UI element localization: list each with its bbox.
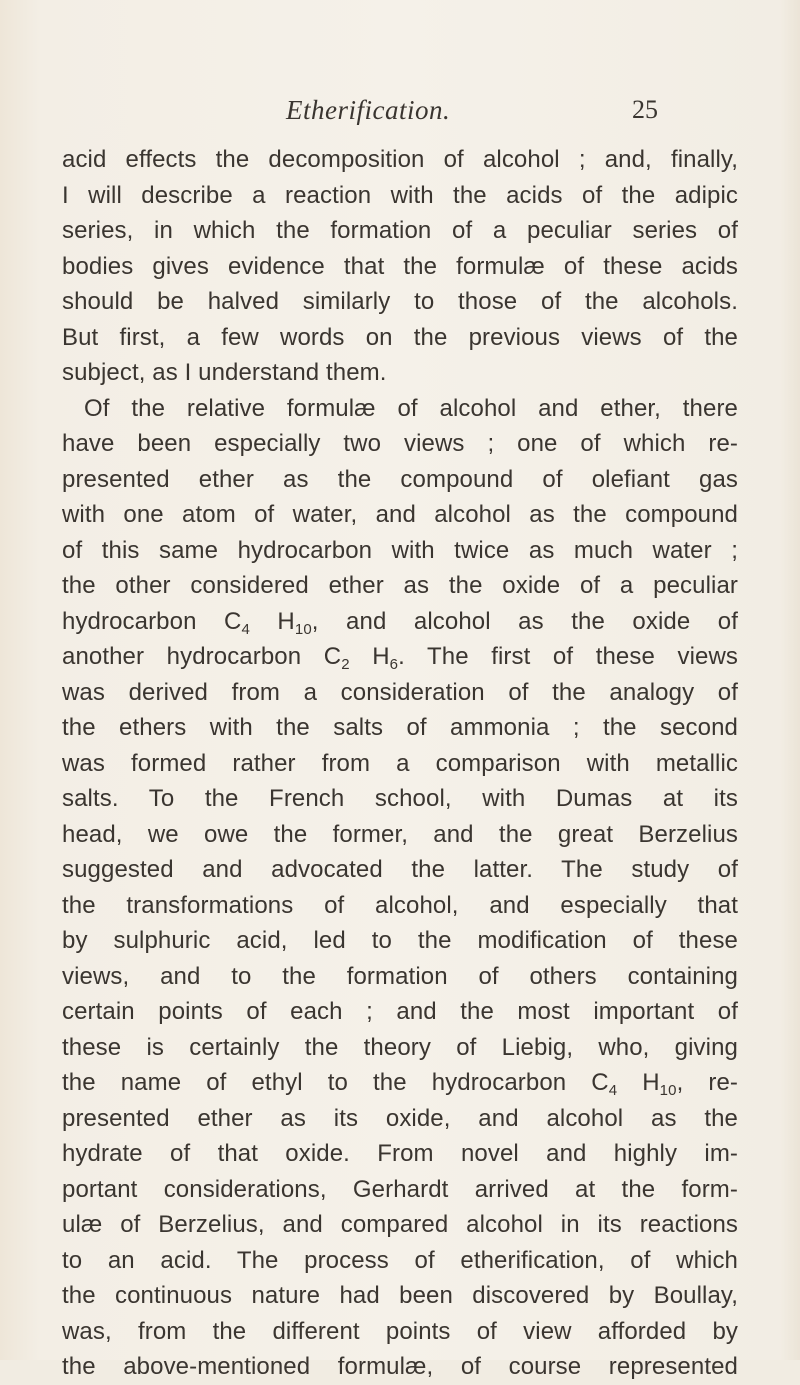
text-line: certain points of each ; and the most important of — [62, 998, 738, 1025]
text-run: H — [349, 643, 390, 670]
text-line: suggested and advocated the latter. The study of — [62, 856, 738, 883]
text-line: the continuous nature had been discovered by Boullay, — [62, 1282, 738, 1309]
subscript: 2 — [341, 656, 350, 673]
subscript: 4 — [608, 1082, 618, 1099]
text-line: presented ether as the compound of olefiant gas — [62, 465, 738, 493]
text-line: subject, as I understand them. — [62, 359, 387, 386]
running-title: Etherification. — [286, 95, 451, 125]
text-line — [62, 604, 738, 640]
text-line: head, we owe the former, and the great Berzelius — [62, 820, 738, 848]
subscript: 4 — [241, 620, 250, 638]
text-line: the transformations of alcohol, and especially that — [62, 891, 738, 919]
text-line: was, from the different points of view afforded by — [62, 1317, 738, 1345]
text-line: the other considered ether as the oxide of a peculiar — [62, 572, 738, 599]
text-line: But first, a few words on the previous views of the — [62, 323, 738, 351]
text-line: the above-mentioned formulæ, of course represented — [62, 1353, 738, 1380]
text-line: I will describe a reaction with the acids of the adipic — [62, 181, 738, 209]
text-run: another hydrocarbon C — [62, 643, 342, 670]
text-line: should be halved similarly to those of the alcohols. — [62, 288, 738, 315]
text-line — [62, 639, 738, 675]
text-run: the name of ethyl to the hydrocarbon C — [62, 1069, 609, 1096]
text-line: the ethers with the salts of ammonia ; the second — [62, 714, 738, 741]
text-line: acid effects the decomposition of alcohol ; and, finally, — [62, 146, 738, 173]
text-run: H — [617, 1069, 660, 1096]
text-line: hydrate of that oxide. From novel and highly im- — [62, 1140, 738, 1167]
subscript: 6 — [389, 656, 399, 673]
text-line — [62, 1065, 738, 1101]
text-run: hydrocarbon C — [62, 607, 242, 635]
text-line: ulæ of Berzelius, and compared alcohol in its reactions — [62, 1211, 738, 1238]
text-run: , and alcohol as the oxide of — [311, 607, 739, 635]
text-line: presented ether as its oxide, and alcohol as the — [62, 1104, 738, 1132]
text-line: these is certainly the theory of Liebig, who, giving — [62, 1033, 738, 1061]
subscript: 10 — [294, 620, 312, 638]
body-text — [62, 142, 738, 1385]
text-line: was formed rather from a comparison with metallic — [62, 749, 738, 777]
page-number: 25 — [632, 95, 658, 124]
text-run: . The first of these views — [398, 643, 738, 670]
text-line: portant considerations, Gerhardt arrived at the form- — [62, 1175, 738, 1203]
text-line: salts. To the French school, with Dumas at its — [62, 785, 738, 812]
text-line: by sulphuric acid, led to the modification of these — [62, 927, 738, 954]
text-line: was derived from a consideration of the analogy of — [62, 678, 738, 706]
text-line: series, in which the formation of a peculiar series of — [62, 217, 738, 244]
subscript: 10 — [659, 1082, 677, 1099]
text-run: H — [249, 607, 295, 635]
text-line: bodies gives evidence that the formulæ of these acids — [62, 252, 738, 280]
text-line: of this same hydrocarbon with twice as much water ; — [62, 536, 738, 564]
text-line: have been especially two views ; one of which re- — [62, 430, 738, 457]
text-line: Of the relative formulæ of alcohol and ether, there — [84, 394, 738, 422]
page-header — [0, 95, 800, 135]
text-line: with one atom of water, and alcohol as the compound — [62, 501, 738, 528]
text-line: to an acid. The process of etherification, of which — [62, 1246, 738, 1274]
text-run: , re- — [676, 1069, 739, 1096]
text-line: views, and to the formation of others containing — [62, 962, 738, 990]
